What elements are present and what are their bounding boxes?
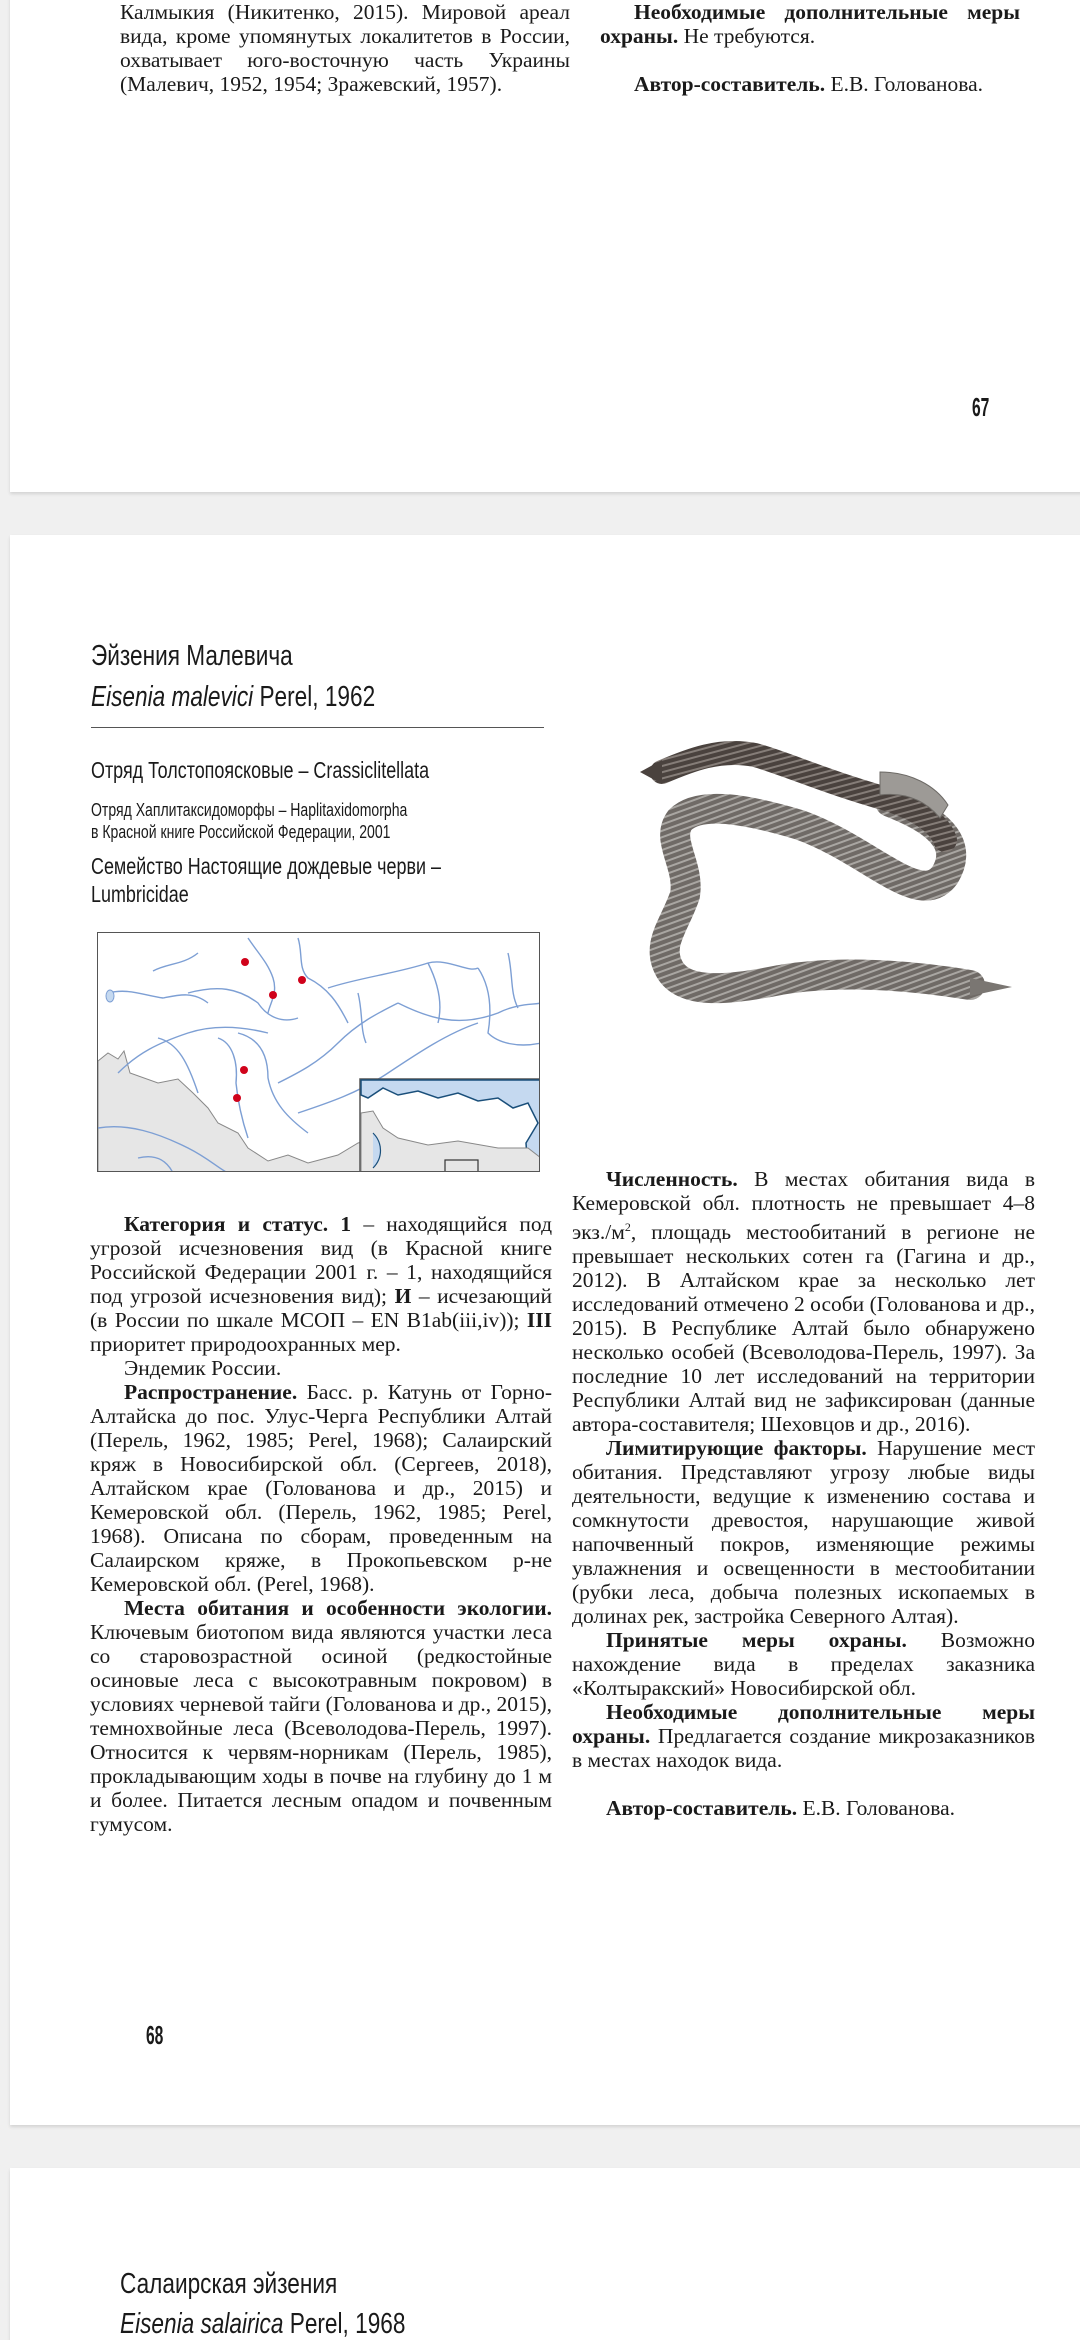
distribution-map [97,932,540,1172]
record-point [269,991,277,999]
paragraph-category [90,1212,552,1356]
order: Отряд Толстопоясковые – Crassiclitellata [91,757,430,783]
title-divider [91,727,544,728]
distribution-text: Басс. р. Катунь от Горно-Алтайска до пос. Улус-Черга Республики Алтай (Перель, 1962, 1985; Perel, 1968); Салаирский кряж в Новосибирской обл. (Сергеев, 2018), Алтайском крае (Голованова и др., 2015) и Кемеровской обл. (Перель, 1962, 1985; Perel, 1968). Описана по сборам, проведенным на Салаирском кряже, в Прокопьевском р-не Кемеровской обл. (Perel, 1968). [90,1380,552,1596]
taken-measures-text: Возможно нахождение вида в пределах заказника «Колтыракский» Новосибирской обл. [572,1628,1035,1701]
author-label: Автор-составитель. [634,72,826,96]
text-column-right [572,1167,1035,1820]
author-name: Е.В. Голованова. [830,72,983,96]
heading-category: Категория и статус. [124,1212,329,1236]
author-line [572,1796,1035,1820]
needed-measures-text: Предлагается создание микрозаказников в местах находок вида. [572,1724,1035,1773]
paragraph-habitat [90,1596,552,1836]
superscript: 2 [624,1220,631,1234]
category-number: 1 [340,1212,352,1236]
order-alt-line2: в Красной книге Российской Федерации, 2001 [91,822,391,842]
latin-binomial: Eisenia malevici [91,681,254,713]
text-column-right [600,0,1020,96]
paragraph-distribution [90,1380,552,1596]
record-point [241,958,249,966]
category-text-c: приоритет природоохранных мер. [90,1332,401,1356]
author-name: Е.В. Голованова. [802,1796,955,1821]
record-point [298,976,306,984]
heading-abundance: Численность. [606,1167,738,1191]
page-69 [10,2168,1080,2340]
heading-limiting-factors: Лимитирующие факторы. [606,1436,867,1461]
paragraph-taken-measures [572,1628,1035,1700]
abundance-text: В местах обитания вида в Кемеровской обл. плотность не превышает 4–8 экз./м [572,1167,1036,1245]
family-line2: Lumbricidae [91,881,189,907]
page-number: 67 [972,392,990,422]
paragraph-abundance [572,1167,1035,1436]
cut-line: Калмыкия (Никитенко, 2015). Мировой ареал [120,0,570,24]
page-number: 68 [146,2020,164,2050]
heading-needed-measures: Необходимые дополнительные меры охраны. [572,1700,1035,1749]
text-column-left [120,0,570,96]
record-point [240,1066,248,1074]
author-line [600,72,1020,96]
paragraph-limiting [572,1436,1035,1628]
species-name-ru: Салаирская эйзения [120,2268,338,2300]
earthworm-illustration [580,700,1050,1050]
heading-needed-measures: Необходимые дополнительные меры охраны. [600,0,1020,48]
category-text-b: – исчезающий (в России по шкале МСОП – EN B1ab(iii,iv)); [90,1284,553,1332]
record-points [233,958,306,1102]
paragraph-range [120,0,570,96]
paragraph-needed-measures [572,1700,1035,1772]
limiting-text: Нарушение мест обитания. Представляют угрозу любые виды деятельности, ведущие к изменению состава и сомкнутости древостоя, нарушающие живой напочвенный покров, изменяющие режимы увлажнения и освещенности в местообитании (рубки леса, добыча полезных ископаемых в долинах рек, застройка Северного Алтая). [572,1436,1036,1629]
heading-habitat: Места обитания и особенности экологии. [124,1596,552,1620]
category-code-c: III [526,1308,553,1332]
page-67 [10,0,1080,492]
order-alt-line1: Отряд Хаплитаксидоморфы – Haplitaxidomorpha [91,800,408,820]
category-code-b: И [394,1284,412,1308]
paragraph-needed-measures [600,0,1020,48]
inset-map-russia [360,1079,540,1172]
species-name-ru: Эйзения Малевича [91,640,293,672]
abundance-text-cont: , площадь местообитаний в регионе не превышает нескольких сотен га (Гагина и др., 2012). В Алтайском крае за несколько лет исследований отмечено 2 особи (Голованова и др., 2015). В Республике Алтай было обнаружено несколько особей (Всеволодова-Перель, 1997). За последние 10 лет исследований на территории Республики Алтай вид не зафиксирован (данные автора-составителя; Шеховцов и др., 2016). [572,1220,1035,1437]
text-column-left [90,1212,552,1836]
record-point [233,1094,241,1102]
species-author: Perel, 1968 [289,2308,406,2340]
habitat-text: Ключевым биотопом вида являются участки леса со старовозрастной осиной (редкостойные осиновые леса с высокотравным покровом) в условиях черневой тайги (Голованова и др., 2015), темнохвойные леса (Всеволодова-Перель, 1997). Относится к червям-норникам (Перель, 1985), прокладывающим ходы в почве на глубину до 1 м и более. Питается лесным опадом и почвенным гумусом. [90,1620,552,1836]
latin-binomial: Eisenia salairica [120,2308,284,2340]
family-line1: Семейство Настоящие дождевые черви – [91,853,441,879]
category-text: – находящийся под угрозой исчезновения вид (в Красной книге Российской Федерации 2001 г. – 1, находящийся под угрозой исчезновения вид); [90,1212,553,1308]
species-name-latin [91,681,375,714]
page-68 [10,535,1080,2125]
author-label: Автор-составитель. [606,1796,798,1821]
paragraph-endemic: Эндемик России. [124,1356,282,1380]
heading-taken-measures: Принятые меры охраны. [606,1628,907,1653]
range-text: вида, кроме упомянутых локалитетов в России, охватывает юго-восточную часть Украины (Малевич, 1952, 1954; Зражевский, 1957). [120,24,570,96]
species-name-latin [120,2308,405,2340]
species-author: Perel, 1962 [259,681,376,713]
needed-measures-text: Не требуются. [683,24,816,48]
heading-distribution: Распространение. [124,1380,298,1404]
